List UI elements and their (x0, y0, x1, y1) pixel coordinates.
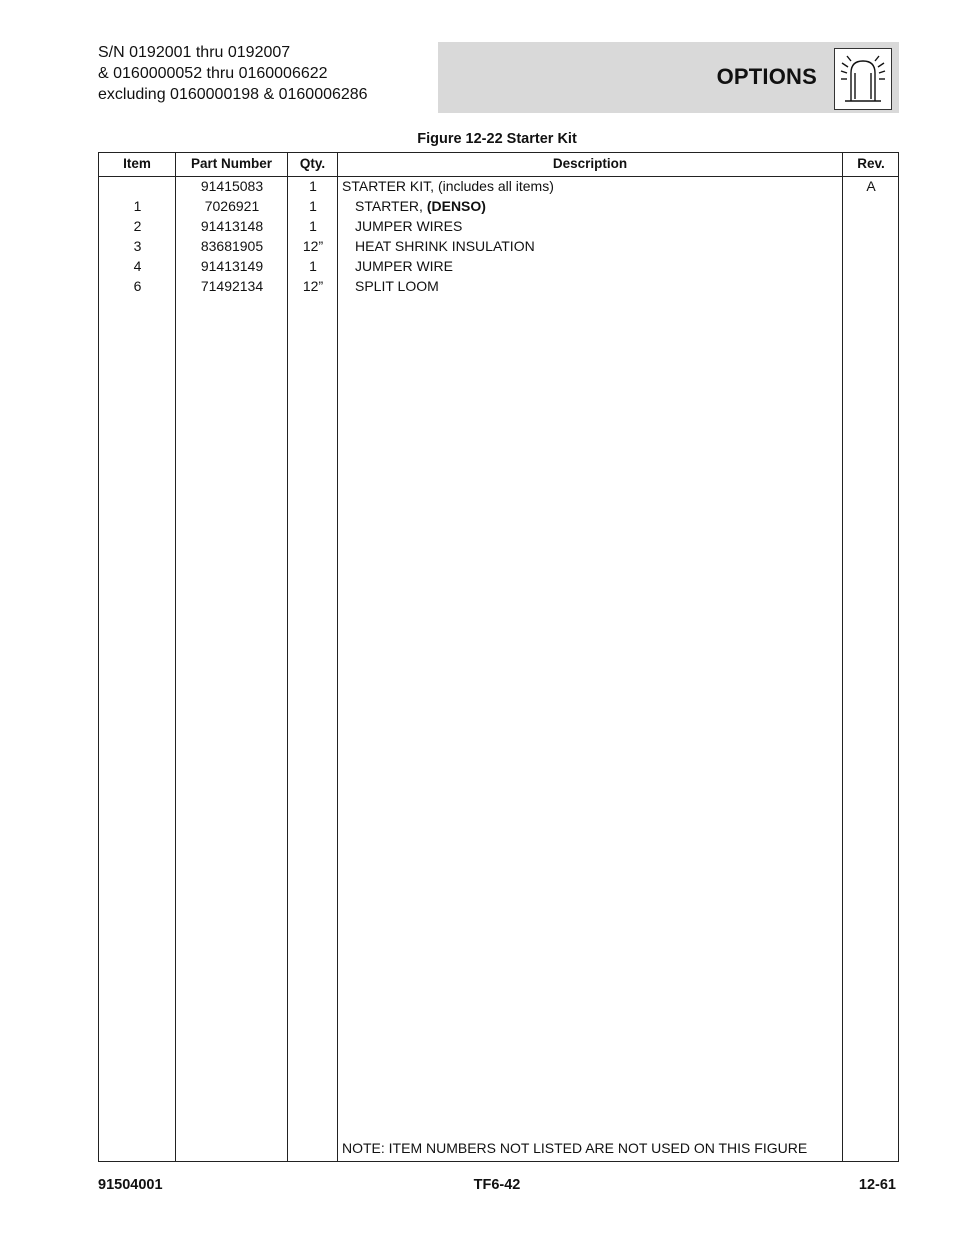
quantity: 1 (309, 178, 317, 194)
column-divider (287, 153, 288, 1161)
quantity: 12” (302, 278, 324, 294)
part-number: 91413149 (200, 258, 264, 274)
part-number: 83681905 (200, 238, 264, 254)
description-text: STARTER KIT, (includes all items) (342, 178, 554, 194)
column-header-description: Description (552, 156, 628, 171)
part-number: 91413148 (200, 218, 264, 234)
description (342, 177, 554, 195)
footer-manual-number: 91504001 (98, 1177, 163, 1193)
table-note: NOTE: ITEM NUMBERS NOT LISTED ARE NOT USED ON THIS FIGURE (342, 1140, 808, 1156)
column-header-qty: Qty. (299, 156, 326, 171)
footer-page-number: 12-61 (858, 1177, 896, 1193)
figure-title: Figure 12-22 Starter Kit (417, 131, 577, 147)
serial-number-block (98, 42, 368, 105)
table-body (99, 177, 898, 297)
serial-line-3: excluding 0160000198 & 0160006286 (98, 86, 368, 103)
item-number: 1 (133, 198, 142, 214)
table-row (99, 197, 898, 217)
section-banner (438, 42, 899, 113)
item-number: 6 (133, 278, 142, 294)
column-header-rev: Rev. (857, 156, 885, 171)
quantity: 1 (309, 218, 317, 234)
part-number: 91415083 (200, 178, 264, 194)
description-text: STARTER, (355, 198, 427, 214)
table-row (99, 217, 898, 237)
column-header-item: Item (123, 156, 151, 171)
quantity: 1 (309, 198, 317, 214)
description: JUMPER WIRE (355, 258, 453, 274)
item-number: 3 (133, 238, 142, 254)
column-divider (842, 153, 843, 1161)
column-divider (175, 153, 176, 1161)
description-brand: (DENSO) (426, 198, 486, 214)
column-header-part-number: Part Number (190, 156, 273, 171)
section-title: OPTIONS (716, 64, 817, 89)
description: HEAT SHRINK INSULATION (355, 238, 535, 254)
revision: A (866, 178, 876, 194)
parts-table (98, 152, 899, 1162)
description (355, 197, 486, 215)
table-row (99, 177, 898, 197)
part-number: 7026921 (204, 198, 260, 214)
serial-line-1: S/N 0192001 thru 0192007 (98, 44, 291, 61)
column-divider (337, 153, 338, 1161)
serial-line-2: & 0160000052 thru 0160006622 (98, 65, 328, 82)
item-number: 4 (133, 258, 142, 274)
description: JUMPER WIRES (355, 218, 463, 234)
part-number: 71492134 (200, 278, 264, 294)
item-number: 2 (133, 218, 142, 234)
description: SPLIT LOOM (355, 278, 439, 294)
beacon-light-icon (834, 48, 892, 110)
footer-model: TF6-42 (473, 1177, 521, 1193)
quantity: 12” (302, 238, 324, 254)
quantity: 1 (309, 258, 317, 274)
table-row (99, 277, 898, 297)
table-row (99, 257, 898, 277)
table-row (99, 237, 898, 257)
